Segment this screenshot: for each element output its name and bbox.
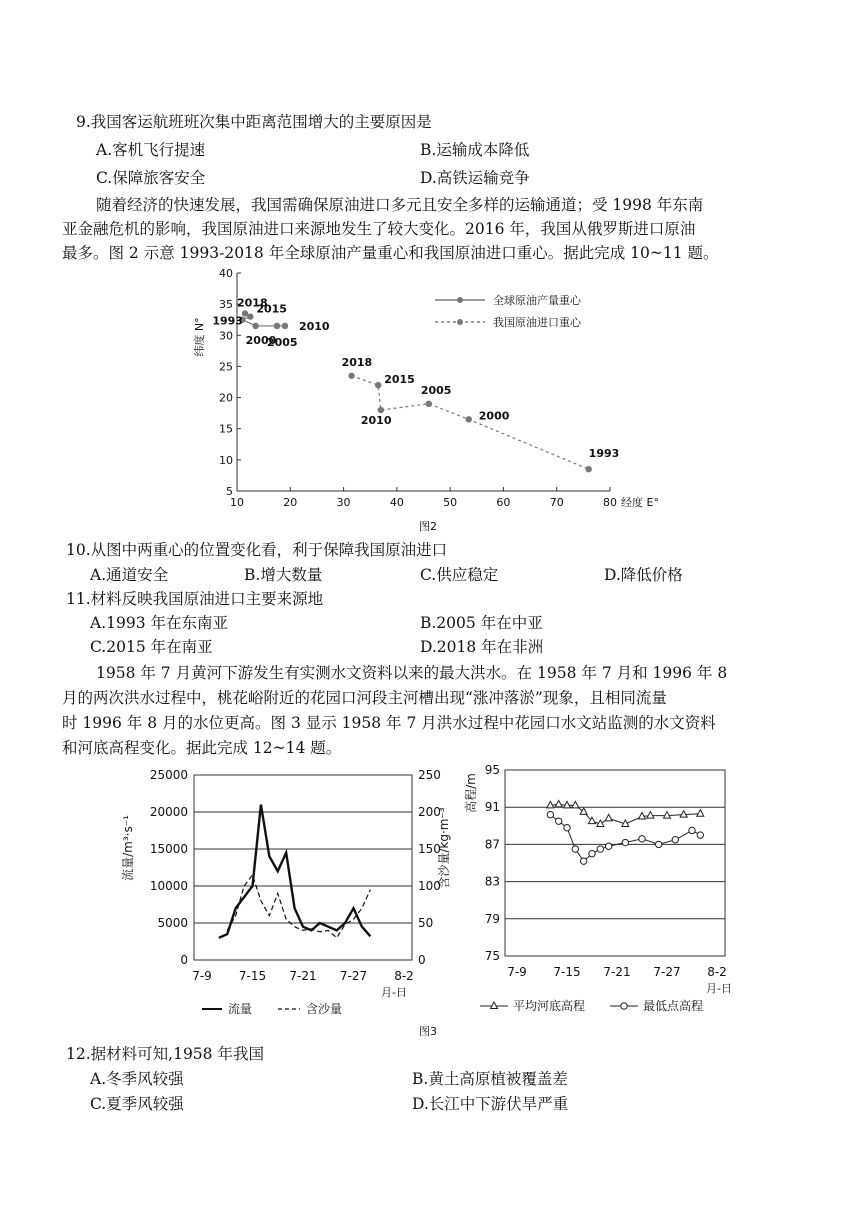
circle-marker bbox=[655, 841, 661, 847]
elevation-tick-label: 91 bbox=[484, 800, 500, 815]
q12-option-b: B.黄土高原植被覆盖差 bbox=[412, 1070, 568, 1088]
q10-option-b: B.增大数量 bbox=[244, 566, 323, 584]
data-point bbox=[426, 401, 432, 407]
data-point bbox=[274, 323, 280, 329]
triangle-marker bbox=[605, 814, 612, 821]
circle-marker bbox=[697, 832, 703, 838]
circle-marker bbox=[622, 839, 628, 845]
q10-stem: 10.从图中两重心的位置变化看，利于保障我国原油进口 bbox=[66, 541, 448, 559]
legend-marker-dashed bbox=[457, 319, 463, 325]
data-point bbox=[252, 323, 258, 329]
circle-marker bbox=[605, 843, 611, 849]
circle-marker bbox=[639, 836, 645, 842]
x-tick-label: 7-27 bbox=[653, 965, 681, 979]
q12-option-d: D.长江中下游伏旱严重 bbox=[412, 1095, 569, 1113]
flow-axis-label: 流量/m³·s⁻¹ bbox=[121, 815, 135, 881]
y-axis-label: 纬度 N° bbox=[193, 317, 206, 357]
x-tick-label: 7-9 bbox=[192, 969, 212, 983]
elevation-tick-label: 87 bbox=[484, 837, 500, 852]
data-point bbox=[378, 407, 384, 413]
q11-option-b: B.2005 年在中亚 bbox=[420, 614, 543, 632]
x-tick-label: 7-15 bbox=[238, 969, 267, 983]
x-tick-label: 7-15 bbox=[553, 965, 581, 979]
elevation-tick-label: 75 bbox=[484, 949, 500, 963]
q9-option-a: A.客机飞行提速 bbox=[96, 141, 206, 159]
flow-tick-label: 15000 bbox=[149, 842, 188, 856]
q11-stem: 11.材料反映我国原油进口主要来源地 bbox=[66, 590, 324, 608]
elevation-tick-label: 79 bbox=[484, 911, 500, 926]
q12-option-c: C.夏季风较强 bbox=[90, 1095, 184, 1113]
passage2-line-1: 1958 年 7 月黄河下游发生有实测水文资料以来的最大洪水。在 1958 年 7 月和 1996 年 8 bbox=[96, 664, 728, 682]
q11-option-a: A.1993 年在东南亚 bbox=[90, 614, 228, 632]
point-label: 2015 bbox=[256, 302, 287, 316]
legend-label-global: 全球原油产量重心 bbox=[493, 294, 581, 307]
triangle-marker bbox=[647, 812, 654, 819]
point-label: 2005 bbox=[266, 335, 298, 349]
x-axis-label: 月-日 bbox=[706, 982, 732, 995]
legend-triangle-icon bbox=[491, 1002, 498, 1009]
data-point bbox=[375, 382, 381, 388]
circle-marker bbox=[547, 811, 553, 817]
x-tick-label: 7-27 bbox=[339, 969, 368, 983]
q9-option-c: C.保障旅客安全 bbox=[96, 169, 206, 187]
figure-3-charts bbox=[120, 758, 740, 1043]
data-point bbox=[242, 310, 248, 316]
triangle-marker bbox=[680, 811, 687, 818]
data-point bbox=[466, 416, 472, 422]
y-tick-label: 20 bbox=[219, 391, 233, 405]
x-tick-label: 10 bbox=[230, 496, 244, 509]
flow-series-line bbox=[219, 805, 371, 938]
y-tick-label: 10 bbox=[219, 453, 233, 467]
q9-option-d: D.高铁运输竞争 bbox=[420, 169, 530, 187]
point-label: 2015 bbox=[384, 373, 415, 387]
legend-sediment-label: 含沙量 bbox=[306, 1002, 343, 1016]
x-tick-label: 70 bbox=[549, 496, 564, 509]
figure-2-caption: 图2 bbox=[419, 520, 437, 533]
sediment-axis-label: 含沙量/kg·m⁻³ bbox=[437, 807, 451, 889]
y-tick-label: 15 bbox=[219, 422, 233, 436]
circle-marker bbox=[580, 858, 586, 864]
legend-lowest-label: 最低点高程 bbox=[643, 999, 704, 1013]
point-label: 1993 bbox=[588, 447, 620, 461]
point-label: 2005 bbox=[420, 383, 452, 397]
data-point bbox=[348, 373, 354, 379]
point-label: 2000 bbox=[245, 333, 277, 347]
x-tick-label: 60 bbox=[496, 496, 511, 509]
passage2-line-2: 月的两次洪水过程中，桃花峪附近的花园口河段主河槽出现“涨冲落淤”现象，且相同流量 bbox=[62, 689, 667, 707]
triangle-marker bbox=[697, 810, 704, 817]
sediment-series-line bbox=[227, 875, 370, 938]
elevation-chart-frame bbox=[505, 770, 725, 956]
circle-marker bbox=[572, 846, 578, 852]
sediment-tick-label: 100 bbox=[418, 879, 441, 893]
flow-tick-label: 10000 bbox=[149, 879, 188, 893]
flow-tick-label: 0 bbox=[180, 953, 188, 967]
q11-option-c: C.2015 年在南亚 bbox=[90, 638, 213, 656]
q10-option-a: A.通道安全 bbox=[90, 566, 169, 584]
x-axis-label: 月-日 bbox=[381, 986, 407, 999]
x-tick-label: 7-21 bbox=[289, 969, 317, 983]
point-label: 1993 bbox=[212, 314, 243, 328]
y-tick-label: 35 bbox=[219, 298, 233, 312]
triangle-marker bbox=[555, 800, 562, 807]
x-tick-label: 80 bbox=[603, 496, 617, 509]
circle-marker bbox=[672, 837, 678, 843]
flow-tick-label: 25000 bbox=[149, 768, 188, 782]
point-label: 2018 bbox=[236, 296, 268, 310]
passage1-line-1: 随着经济的快速发展，我国需确保原油进口多元且安全多样的运输通道；受 1998 年东南 bbox=[96, 196, 704, 214]
data-point bbox=[282, 323, 288, 329]
x-tick-label: 30 bbox=[336, 496, 351, 509]
y-tick-label: 30 bbox=[219, 329, 233, 343]
q9-option-b: B.运输成本降低 bbox=[420, 141, 530, 159]
elevation-tick-label: 95 bbox=[484, 763, 500, 777]
circle-marker bbox=[555, 818, 561, 824]
x-tick-label: 20 bbox=[283, 496, 298, 509]
x-tick-label: 7-9 bbox=[507, 965, 527, 979]
figure-3-caption: 图3 bbox=[419, 1025, 437, 1038]
sediment-tick-label: 150 bbox=[418, 842, 441, 856]
flow-tick-label: 20000 bbox=[149, 805, 188, 819]
legend-mean-bed-label: 平均河底高程 bbox=[513, 999, 586, 1013]
passage1-line-3: 最多。图 2 示意 1993-2018 年全球原油产量重心和我国原油进口重心。据此完成 10~11 题。 bbox=[62, 244, 719, 262]
triangle-marker bbox=[572, 801, 579, 808]
x-tick-label: 8-2 bbox=[707, 965, 727, 979]
elevation-tick-label: 83 bbox=[484, 874, 500, 889]
legend-flow-label: 流量 bbox=[228, 1002, 253, 1016]
x-tick-label: 50 bbox=[443, 496, 458, 509]
q12-option-a: A.冬季风较强 bbox=[90, 1070, 184, 1088]
legend-circle-icon bbox=[621, 1003, 627, 1009]
circle-marker bbox=[589, 851, 595, 857]
x-axis-label: 经度 E° bbox=[621, 496, 659, 509]
point-label: 2010 bbox=[298, 319, 330, 333]
sediment-tick-label: 50 bbox=[418, 916, 434, 930]
circle-marker bbox=[564, 824, 570, 830]
y-tick-label: 40 bbox=[219, 267, 233, 280]
y-tick-label: 5 bbox=[226, 485, 233, 498]
circle-marker bbox=[597, 846, 603, 852]
y-tick-label: 25 bbox=[219, 360, 233, 374]
elevation-axis-label: 高程/m bbox=[464, 773, 478, 813]
figure-2 bbox=[185, 262, 675, 537]
x-tick-label: 8-2 bbox=[394, 969, 414, 983]
triangle-marker bbox=[664, 812, 671, 819]
legend-marker-solid bbox=[457, 297, 463, 303]
sediment-tick-label: 250 bbox=[418, 768, 441, 782]
q10-option-d: D.降低价格 bbox=[604, 566, 683, 584]
sediment-tick-label: 0 bbox=[418, 953, 426, 967]
q12-stem: 12.据材料可知,1958 年我国 bbox=[66, 1045, 264, 1063]
data-point bbox=[247, 313, 253, 319]
sediment-tick-label: 200 bbox=[418, 805, 441, 819]
point-label: 2010 bbox=[360, 414, 392, 428]
legend-label-china: 我国原油进口重心 bbox=[493, 316, 581, 329]
figure-3 bbox=[120, 758, 740, 1043]
passage2-line-4: 和河底高程变化。据此完成 12~14 题。 bbox=[62, 739, 342, 757]
passage2-line-3: 时 1996 年 8 月的水位更高。图 3 显示 1958 年 7 月洪水过程中花园口水文站监测的水文资料 bbox=[62, 714, 716, 732]
flow-tick-label: 5000 bbox=[157, 916, 188, 930]
point-label: 2000 bbox=[478, 409, 510, 423]
x-tick-label: 7-21 bbox=[603, 965, 631, 979]
passage1-line-2: 亚金融危机的影响，我国原油进口来源地发生了较大变化。2016 年，我国从俄罗斯进口原油 bbox=[62, 220, 696, 238]
data-point bbox=[585, 466, 591, 472]
triangle-marker bbox=[580, 808, 587, 815]
q9-stem: 9.我国客运航班班次集中距离范围增大的主要原因是 bbox=[76, 113, 432, 131]
q11-option-d: D.2018 年在非洲 bbox=[420, 638, 544, 656]
circle-marker bbox=[689, 827, 695, 833]
point-label: 2018 bbox=[341, 355, 373, 369]
x-tick-label: 40 bbox=[389, 496, 404, 509]
figure-2-chart bbox=[185, 262, 675, 537]
q10-option-c: C.供应稳定 bbox=[420, 566, 499, 584]
